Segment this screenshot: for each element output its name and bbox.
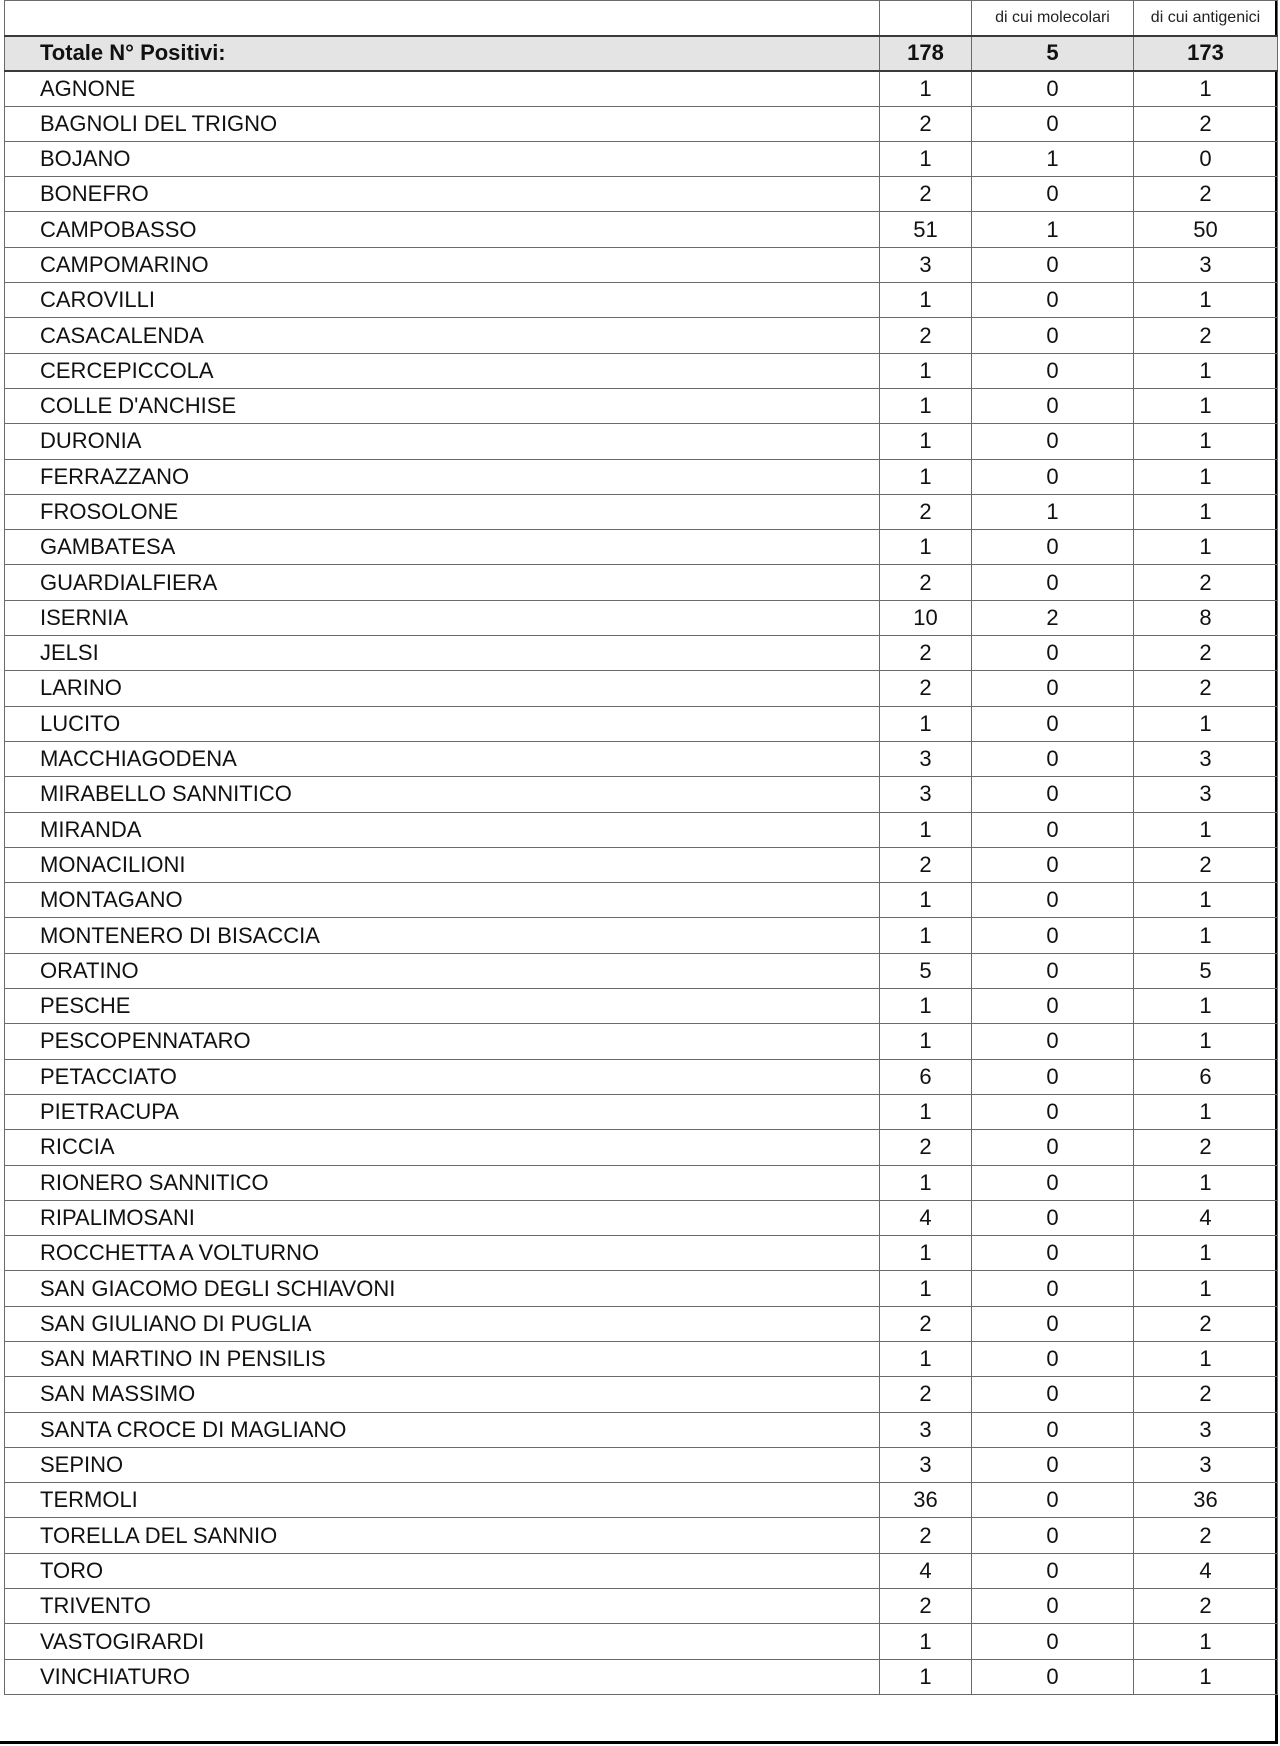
header-name-cell — [5, 1, 880, 36]
antigenici-count: 2 — [1134, 1306, 1278, 1341]
antigenici-count: 1 — [1134, 1341, 1278, 1376]
positivi-count: 1 — [880, 141, 972, 176]
antigenici-count: 2 — [1134, 847, 1278, 882]
comune-name: CASACALENDA — [5, 318, 880, 353]
table-row — [5, 459, 1278, 494]
positivi-count: 3 — [880, 1447, 972, 1482]
comune-name: COLLE D'ANCHISE — [5, 388, 880, 423]
positivi-count: 1 — [880, 1659, 972, 1694]
comune-name: BOJANO — [5, 141, 880, 176]
comune-name: MONTENERO DI BISACCIA — [5, 918, 880, 953]
positivi-count: 1 — [880, 353, 972, 388]
positivi-count: 10 — [880, 600, 972, 635]
table-row — [5, 494, 1278, 529]
table-row — [5, 1341, 1278, 1376]
antigenici-count: 1 — [1134, 494, 1278, 529]
comune-name: MIRANDA — [5, 812, 880, 847]
molecolari-count: 0 — [972, 1447, 1134, 1482]
comune-name: BAGNOLI DEL TRIGNO — [5, 106, 880, 141]
molecolari-count: 0 — [972, 1659, 1134, 1694]
comune-name: PESCHE — [5, 989, 880, 1024]
molecolari-count: 0 — [972, 1589, 1134, 1624]
positivi-count: 1 — [880, 1165, 972, 1200]
antigenici-count: 1 — [1134, 530, 1278, 565]
comune-name: VASTOGIRARDI — [5, 1624, 880, 1659]
positivi-count: 2 — [880, 565, 972, 600]
molecolari-count: 0 — [972, 565, 1134, 600]
table-row — [5, 1377, 1278, 1412]
table-row — [5, 1200, 1278, 1235]
molecolari-count: 0 — [972, 283, 1134, 318]
antigenici-count: 2 — [1134, 671, 1278, 706]
positivi-count: 1 — [880, 812, 972, 847]
antigenici-count: 3 — [1134, 741, 1278, 776]
antigenici-count: 1 — [1134, 459, 1278, 494]
antigenici-count: 50 — [1134, 212, 1278, 247]
positivi-count: 2 — [880, 847, 972, 882]
positivi-count: 1 — [880, 1094, 972, 1129]
antigenici-count: 2 — [1134, 106, 1278, 141]
comune-name: LUCITO — [5, 706, 880, 741]
antigenici-count: 1 — [1134, 989, 1278, 1024]
positivi-count: 1 — [880, 918, 972, 953]
table-row — [5, 1306, 1278, 1341]
molecolari-count: 0 — [972, 1236, 1134, 1271]
table-body — [5, 1, 1278, 1695]
table-row — [5, 1024, 1278, 1059]
antigenici-count: 2 — [1134, 318, 1278, 353]
positivi-count: 1 — [880, 1236, 972, 1271]
molecolari-count: 0 — [972, 1377, 1134, 1412]
comune-name: RIONERO SANNITICO — [5, 1165, 880, 1200]
positivi-count: 1 — [880, 1624, 972, 1659]
positivi-count: 2 — [880, 671, 972, 706]
total-antigenici: 173 — [1134, 36, 1278, 71]
molecolari-count: 0 — [972, 1271, 1134, 1306]
comune-name: CAROVILLI — [5, 283, 880, 318]
antigenici-count: 1 — [1134, 706, 1278, 741]
positivi-count: 2 — [880, 494, 972, 529]
positivi-count: 4 — [880, 1553, 972, 1588]
antigenici-count: 1 — [1134, 1659, 1278, 1694]
antigenici-count: 1 — [1134, 283, 1278, 318]
table-row — [5, 177, 1278, 212]
table-row — [5, 283, 1278, 318]
positivi-count: 1 — [880, 530, 972, 565]
antigenici-count: 1 — [1134, 1624, 1278, 1659]
table-row — [5, 1059, 1278, 1094]
antigenici-count: 2 — [1134, 1518, 1278, 1553]
comune-name: CAMPOBASSO — [5, 212, 880, 247]
molecolari-count: 0 — [972, 1412, 1134, 1447]
table-row — [5, 212, 1278, 247]
antigenici-count: 1 — [1134, 424, 1278, 459]
molecolari-count: 0 — [972, 636, 1134, 671]
table-row — [5, 1483, 1278, 1518]
table-row — [5, 1518, 1278, 1553]
molecolari-count: 0 — [972, 1624, 1134, 1659]
comune-name: CAMPOMARINO — [5, 247, 880, 282]
molecolari-count: 0 — [972, 1553, 1134, 1588]
comune-name: SEPINO — [5, 1447, 880, 1482]
antigenici-count: 3 — [1134, 1447, 1278, 1482]
comune-name: SAN MASSIMO — [5, 1377, 880, 1412]
comune-name: CERCEPICCOLA — [5, 353, 880, 388]
antigenici-count: 3 — [1134, 247, 1278, 282]
comune-name: SAN GIULIANO DI PUGLIA — [5, 1306, 880, 1341]
antigenici-count: 1 — [1134, 388, 1278, 423]
antigenici-count: 1 — [1134, 1094, 1278, 1129]
total-row — [5, 36, 1278, 71]
positivi-count: 1 — [880, 883, 972, 918]
positivi-count: 1 — [880, 388, 972, 423]
comune-name: PESCOPENNATARO — [5, 1024, 880, 1059]
table-row — [5, 1589, 1278, 1624]
comune-name: AGNONE — [5, 71, 880, 106]
molecolari-count: 0 — [972, 847, 1134, 882]
positivi-count: 2 — [880, 106, 972, 141]
comune-name: FERRAZZANO — [5, 459, 880, 494]
positivi-count: 1 — [880, 706, 972, 741]
positivi-count: 2 — [880, 1306, 972, 1341]
antigenici-count: 1 — [1134, 1165, 1278, 1200]
table-row — [5, 1165, 1278, 1200]
antigenici-count: 3 — [1134, 1412, 1278, 1447]
molecolari-count: 0 — [972, 671, 1134, 706]
table-row — [5, 318, 1278, 353]
comune-name: SAN GIACOMO DEGLI SCHIAVONI — [5, 1271, 880, 1306]
comune-name: DURONIA — [5, 424, 880, 459]
molecolari-count: 0 — [972, 1094, 1134, 1129]
positivi-count: 36 — [880, 1483, 972, 1518]
antigenici-count: 1 — [1134, 918, 1278, 953]
comune-name: TORELLA DEL SANNIO — [5, 1518, 880, 1553]
comune-name: ORATINO — [5, 953, 880, 988]
table-row — [5, 953, 1278, 988]
antigenici-count: 2 — [1134, 565, 1278, 600]
table-row — [5, 741, 1278, 776]
positivi-count: 2 — [880, 1377, 972, 1412]
table-row — [5, 1130, 1278, 1165]
positivi-count: 1 — [880, 283, 972, 318]
molecolari-count: 0 — [972, 918, 1134, 953]
positivi-count: 3 — [880, 247, 972, 282]
comune-name: PETACCIATO — [5, 1059, 880, 1094]
comune-name: GAMBATESA — [5, 530, 880, 565]
antigenici-count: 4 — [1134, 1200, 1278, 1235]
antigenici-count: 2 — [1134, 636, 1278, 671]
comune-name: RICCIA — [5, 1130, 880, 1165]
table-row — [5, 812, 1278, 847]
comune-name: JELSI — [5, 636, 880, 671]
antigenici-count: 1 — [1134, 71, 1278, 106]
comune-name: MACCHIAGODENA — [5, 741, 880, 776]
table-row — [5, 1553, 1278, 1588]
header-molecolari-cell: di cui molecolari — [972, 1, 1134, 36]
positivi-count: 6 — [880, 1059, 972, 1094]
molecolari-count: 2 — [972, 600, 1134, 635]
comune-name: RIPALIMOSANI — [5, 1200, 880, 1235]
table-row — [5, 671, 1278, 706]
table-row — [5, 777, 1278, 812]
antigenici-count: 2 — [1134, 1130, 1278, 1165]
table-row — [5, 71, 1278, 106]
molecolari-count: 0 — [972, 424, 1134, 459]
molecolari-count: 0 — [972, 1130, 1134, 1165]
table-row — [5, 565, 1278, 600]
positivi-count: 1 — [880, 1341, 972, 1376]
antigenici-count: 5 — [1134, 953, 1278, 988]
antigenici-count: 1 — [1134, 1271, 1278, 1306]
table-row — [5, 883, 1278, 918]
comune-name: GUARDIALFIERA — [5, 565, 880, 600]
molecolari-count: 0 — [972, 388, 1134, 423]
molecolari-count: 0 — [972, 1165, 1134, 1200]
molecolari-count: 0 — [972, 1518, 1134, 1553]
table-row — [5, 847, 1278, 882]
molecolari-count: 0 — [972, 71, 1134, 106]
antigenici-count: 0 — [1134, 141, 1278, 176]
table-row — [5, 600, 1278, 635]
molecolari-count: 0 — [972, 1341, 1134, 1376]
molecolari-count: 0 — [972, 989, 1134, 1024]
table-row — [5, 141, 1278, 176]
table-row — [5, 918, 1278, 953]
total-count: 178 — [880, 36, 972, 71]
comune-name: FROSOLONE — [5, 494, 880, 529]
positivi-count: 2 — [880, 1518, 972, 1553]
positivi-count: 4 — [880, 1200, 972, 1235]
positivi-count: 1 — [880, 989, 972, 1024]
comune-name: MIRABELLO SANNITICO — [5, 777, 880, 812]
antigenici-count: 8 — [1134, 600, 1278, 635]
molecolari-count: 0 — [972, 247, 1134, 282]
comune-name: MONTAGANO — [5, 883, 880, 918]
header-row — [5, 1, 1278, 36]
positivi-count: 1 — [880, 71, 972, 106]
header-antigenici-cell: di cui antigenici — [1134, 1, 1278, 36]
comune-name: SANTA CROCE DI MAGLIANO — [5, 1412, 880, 1447]
table-row — [5, 1271, 1278, 1306]
antigenici-count: 4 — [1134, 1553, 1278, 1588]
table-row — [5, 106, 1278, 141]
molecolari-count: 0 — [972, 177, 1134, 212]
table-row — [5, 1412, 1278, 1447]
antigenici-count: 1 — [1134, 883, 1278, 918]
antigenici-count: 2 — [1134, 1377, 1278, 1412]
table-row — [5, 424, 1278, 459]
comune-name: BONEFRO — [5, 177, 880, 212]
molecolari-count: 0 — [972, 1306, 1134, 1341]
table-row — [5, 1447, 1278, 1482]
positivi-count: 1 — [880, 424, 972, 459]
positivi-count: 3 — [880, 777, 972, 812]
molecolari-count: 1 — [972, 141, 1134, 176]
antigenici-count: 1 — [1134, 1024, 1278, 1059]
molecolari-count: 0 — [972, 1059, 1134, 1094]
positivi-count: 2 — [880, 1589, 972, 1624]
positivi-count: 3 — [880, 741, 972, 776]
positivi-count: 3 — [880, 1412, 972, 1447]
antigenici-count: 2 — [1134, 177, 1278, 212]
positivi-count: 2 — [880, 318, 972, 353]
table-row — [5, 1659, 1278, 1694]
table-row — [5, 1094, 1278, 1129]
molecolari-count: 0 — [972, 741, 1134, 776]
antigenici-count: 1 — [1134, 812, 1278, 847]
positivi-count: 1 — [880, 1271, 972, 1306]
positivi-count: 1 — [880, 459, 972, 494]
molecolari-count: 0 — [972, 1024, 1134, 1059]
table-row — [5, 530, 1278, 565]
molecolari-count: 0 — [972, 1200, 1134, 1235]
table-row — [5, 353, 1278, 388]
comune-name: MONACILIONI — [5, 847, 880, 882]
comune-name: ROCCHETTA A VOLTURNO — [5, 1236, 880, 1271]
molecolari-count: 0 — [972, 883, 1134, 918]
positivi-count: 2 — [880, 636, 972, 671]
molecolari-count: 0 — [972, 106, 1134, 141]
positives-table — [4, 0, 1278, 1695]
total-molecolari: 5 — [972, 36, 1134, 71]
antigenici-count: 36 — [1134, 1483, 1278, 1518]
table-row — [5, 388, 1278, 423]
antigenici-count: 3 — [1134, 777, 1278, 812]
comune-name: PIETRACUPA — [5, 1094, 880, 1129]
table-row — [5, 706, 1278, 741]
molecolari-count: 1 — [972, 212, 1134, 247]
comune-name: LARINO — [5, 671, 880, 706]
header-total-cell — [880, 1, 972, 36]
molecolari-count: 0 — [972, 812, 1134, 847]
total-label: Totale N° Positivi: — [5, 36, 880, 71]
molecolari-count: 0 — [972, 318, 1134, 353]
antigenici-count: 1 — [1134, 353, 1278, 388]
positivi-count: 2 — [880, 1130, 972, 1165]
table-row — [5, 1236, 1278, 1271]
comune-name: TORO — [5, 1553, 880, 1588]
comune-name: VINCHIATURO — [5, 1659, 880, 1694]
molecolari-count: 0 — [972, 459, 1134, 494]
positivi-count: 51 — [880, 212, 972, 247]
table-row — [5, 247, 1278, 282]
table-row — [5, 1624, 1278, 1659]
molecolari-count: 0 — [972, 530, 1134, 565]
comune-name: SAN MARTINO IN PENSILIS — [5, 1341, 880, 1376]
molecolari-count: 0 — [972, 777, 1134, 812]
comune-name: ISERNIA — [5, 600, 880, 635]
molecolari-count: 0 — [972, 1483, 1134, 1518]
molecolari-count: 1 — [972, 494, 1134, 529]
molecolari-count: 0 — [972, 953, 1134, 988]
antigenici-count: 2 — [1134, 1589, 1278, 1624]
positivi-count: 1 — [880, 1024, 972, 1059]
positivi-count: 5 — [880, 953, 972, 988]
table-row — [5, 989, 1278, 1024]
table-row — [5, 636, 1278, 671]
molecolari-count: 0 — [972, 353, 1134, 388]
comune-name: TERMOLI — [5, 1483, 880, 1518]
positivi-count: 2 — [880, 177, 972, 212]
comune-name: TRIVENTO — [5, 1589, 880, 1624]
antigenici-count: 6 — [1134, 1059, 1278, 1094]
antigenici-count: 1 — [1134, 1236, 1278, 1271]
molecolari-count: 0 — [972, 706, 1134, 741]
